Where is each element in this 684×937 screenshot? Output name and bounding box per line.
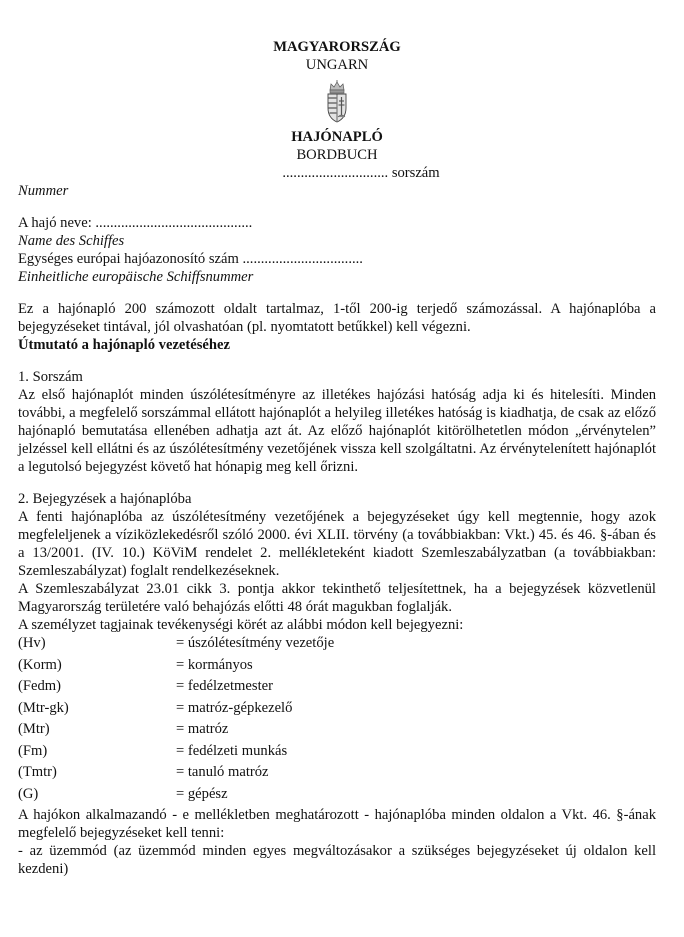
- serial-number-label-de: Nummer: [18, 183, 69, 199]
- coat-of-arms-icon: [324, 80, 350, 124]
- section-2-paragraph-5: - az üzemmód (az üzemmód minden egyes megváltozásakor a szükséges bejegyzéseket új oldalon kell kezdeni): [18, 843, 656, 877]
- crew-role-abbr: (Mtr-gk): [18, 699, 69, 716]
- country-title: MAGYARORSZÁG: [273, 39, 401, 55]
- crew-role-item: [18, 785, 656, 807]
- crew-role-item: [18, 720, 656, 742]
- section-1-paragraph: Az első hajónaplót minden úszólétesítményre az illetékes hajózási hatóság adja ki és hitelesíti. Minden további, a megfelelő sorszámmal ellátott hajónaplót a helyileg illetékes hatóság is kiadhatja, de csak az előző hajónapló bemutatása ellenében adhatja azt át. Az előző hajónaplót kitörölhetetlen módon „érvénytelen” jelzéssel kell ellátni és az úszólétesítmény vezetőjének vissza kell szolgáltatni. Az érvénytelenített hajónaplót a legutolsó bejegyzést követő hat hónapig meg kell őrizni.: [18, 387, 656, 475]
- crew-role-desc: = fedélzeti munkás: [176, 742, 288, 759]
- section-2-paragraph-4: A hajókon alkalmazandó - e mellékletben meghatározott - hajónaplóba minden oldalon a Vkt. 46. §-ának megfelelő bejegyzéseket kell tenni:: [18, 807, 656, 841]
- crew-role-desc: = kormányos: [176, 656, 253, 673]
- crew-role-desc: = tanuló matróz: [176, 764, 269, 780]
- crew-role-desc: = matróz-gépkezelő: [176, 699, 293, 716]
- country-title-de: UNGARN: [305, 57, 369, 73]
- crew-role-item: [18, 763, 656, 785]
- crew-role-item: [18, 634, 656, 656]
- crew-role-item: [18, 742, 656, 764]
- section-2-paragraph-1: A fenti hajónaplóba az úszólétesítmény vezetőjének a bejegyzéseket úgy kell megtennie, hogy azok megfeleljenek a víziközlekedésről szóló 2000. évi XLII. törvény (a továbbiakban: Vkt.) 45. és 46. §-ában és a 13/2001. (IV. 10.) KöViM rendelet 2. mellékleteként kiadott Szemleszabályzatban (a továbbiakban: Szemleszabályzat) foglalt rendelkezéseknek.: [18, 509, 656, 579]
- crew-role-abbr: (Korm): [18, 656, 62, 673]
- crew-role-desc: = fedélzetmester: [176, 678, 273, 694]
- intro-paragraph: Ez a hajónapló 200 számozott oldalt tartalmaz, 1-től 200-ig terjedő számozással. A hajónaplóba a bejegyzéseket tintával, jól olvashatóan (pl. nyomtatott betűkkel) kell végezni.: [18, 301, 656, 335]
- ship-name-label-de: Name des Schiffes: [18, 233, 125, 249]
- crew-role-abbr: (Fedm): [18, 678, 61, 694]
- ship-name-line: A hajó neve: ...........................................: [18, 215, 253, 231]
- crew-role-abbr: (Fm): [18, 742, 48, 759]
- document-page: [18, 38, 656, 878]
- section-1-heading: 1. Sorszám: [18, 369, 83, 385]
- serial-number-line: ............................. sorszám: [282, 165, 440, 181]
- crew-role-item: [18, 699, 656, 721]
- guide-heading: Útmutató a hajónapló vezetéséhez: [18, 337, 230, 353]
- crew-roles-list: [18, 634, 656, 806]
- crew-role-abbr: (Hv): [18, 635, 46, 651]
- crew-role-desc: = úszólétesítmény vezetője: [176, 635, 335, 651]
- section-2-heading: 2. Bejegyzések a hajónaplóba: [18, 491, 192, 507]
- crew-role-desc: = matróz: [176, 721, 229, 737]
- document-title-de: BORDBUCH: [296, 147, 378, 163]
- section-2-paragraph-3: A személyzet tagjainak tevékenységi körét az alábbi módon kell bejegyezni:: [18, 617, 464, 633]
- section-2-paragraph-2: A Szemleszabályzat 23.01 cikk 3. pontja akkor tekinthető teljesítettnek, ha a bejegyzések közvetlenül Magyarország területére való behajózás előtti 48 órát magukban foglalják.: [18, 581, 656, 615]
- crew-role-abbr: (Tmtr): [18, 764, 57, 780]
- crew-role-item: [18, 677, 656, 699]
- eni-number-line: Egységes európai hajóazonosító szám .................................: [18, 251, 363, 267]
- document-title: HAJÓNAPLÓ: [291, 129, 383, 145]
- eni-number-label-de: Einheitliche europäische Schiffsnummer: [18, 269, 254, 285]
- crew-role-desc: = gépész: [176, 785, 228, 802]
- crew-role-abbr: (Mtr): [18, 721, 50, 737]
- crew-role-item: [18, 656, 656, 678]
- crew-role-abbr: (G): [18, 785, 39, 802]
